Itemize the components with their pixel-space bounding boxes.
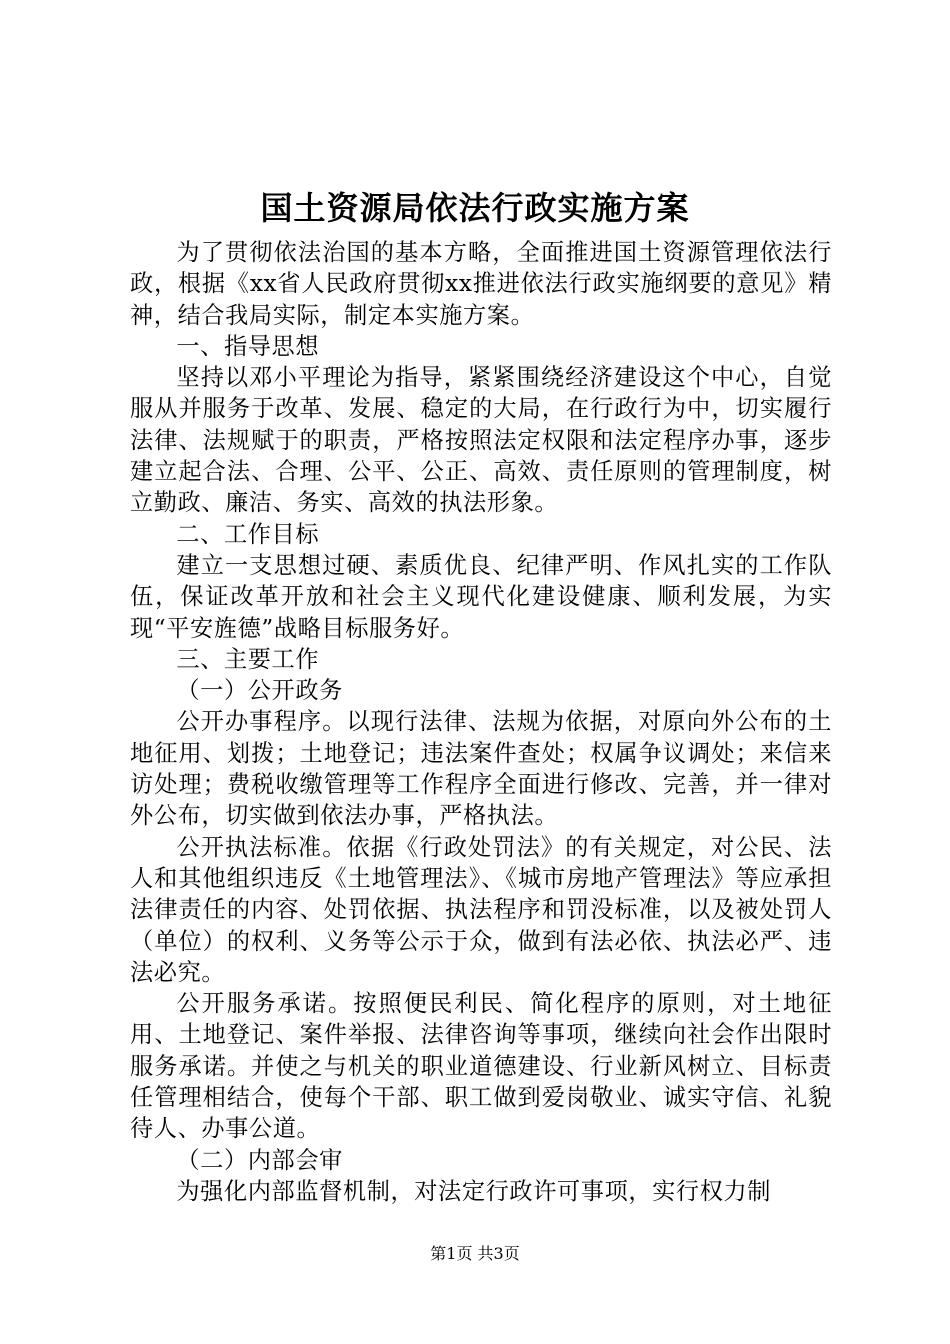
internal-review-paragraph: 为强化内部监督机制，对法定行政许可事项，实行权力制 (176, 1177, 772, 1205)
section-heading-guiding-ideology: 一、指导思想 (176, 332, 320, 360)
public-enforcement-standards-paragraph: 公开执法标准。依据《行政处罚法》的有关规定，对公民、法人和其他组织违反《土地管理法》、《城市房地产管理法》等应承担法律责任的内容、处罚依据、执法程序和罚没标准，以及被处罚人（单位）的权利、义务等公示于众，做到有法必依、执法必严、违法必究。 (130, 833, 832, 986)
subsection-heading-internal-review: （二）内部会审 (176, 1146, 343, 1174)
page-number-footer: 第1页 共3页 (430, 1244, 520, 1263)
document-body (130, 237, 832, 1207)
section-heading-work-goals: 二、工作目标 (176, 520, 320, 548)
section-heading-main-work: 三、主要工作 (176, 645, 320, 673)
subsection-heading-public-affairs: （一）公开政务 (176, 677, 343, 705)
guiding-ideology-paragraph: 坚持以邓小平理论为指导，紧紧围绕经济建设这个中心，自觉服从并服务于改革、发展、稳定的大局，在行政行为中，切实履行法律、法规赋于的职责，严格按照法定权限和法定程序办事，逐步建立起合法、合理、公平、公正、高效、责任原则的管理制度，树立勤政、廉洁、务实、高效的执法形象。 (130, 364, 832, 517)
work-goals-paragraph: 建立一支思想过硬、素质优良、纪律严明、作风扎实的工作队伍，保证改革开放和社会主义现代化建设健康、顺利发展，为实现“平安旌德”战略目标服务好。 (130, 551, 832, 642)
document-title: 国土资源局依法行政实施方案 (260, 189, 690, 227)
intro-paragraph: 为了贯彻依法治国的基本方略，全面推进国土资源管理依法行政，根据《xx省人民政府贯彻xx推进依法行政实施纲要的意见》精神，结合我局实际，制定本实施方案。 (130, 239, 832, 329)
public-procedures-paragraph: 公开办事程序。以现行法律、法规为依据，对原向外公布的土地征用、划拨；土地登记；违法案件查处；权属争议调处；来信来访处理；费税收缴管理等工作程序全面进行修改、完善，并一律对外公布，切实做到依法办事，严格执法。 (130, 708, 832, 830)
public-service-commitment-paragraph: 公开服务承诺。按照便民利民、简化程序的原则，对土地征用、土地登记、案件举报、法律咨询等事项，继续向社会作出限时服务承诺。并使之与机关的职业道德建设、行业新风树立、目标责任管理相结合，使每个干部、职工做到爱岗敬业、诚实守信、礼貌待人、办事公道。 (130, 990, 832, 1143)
